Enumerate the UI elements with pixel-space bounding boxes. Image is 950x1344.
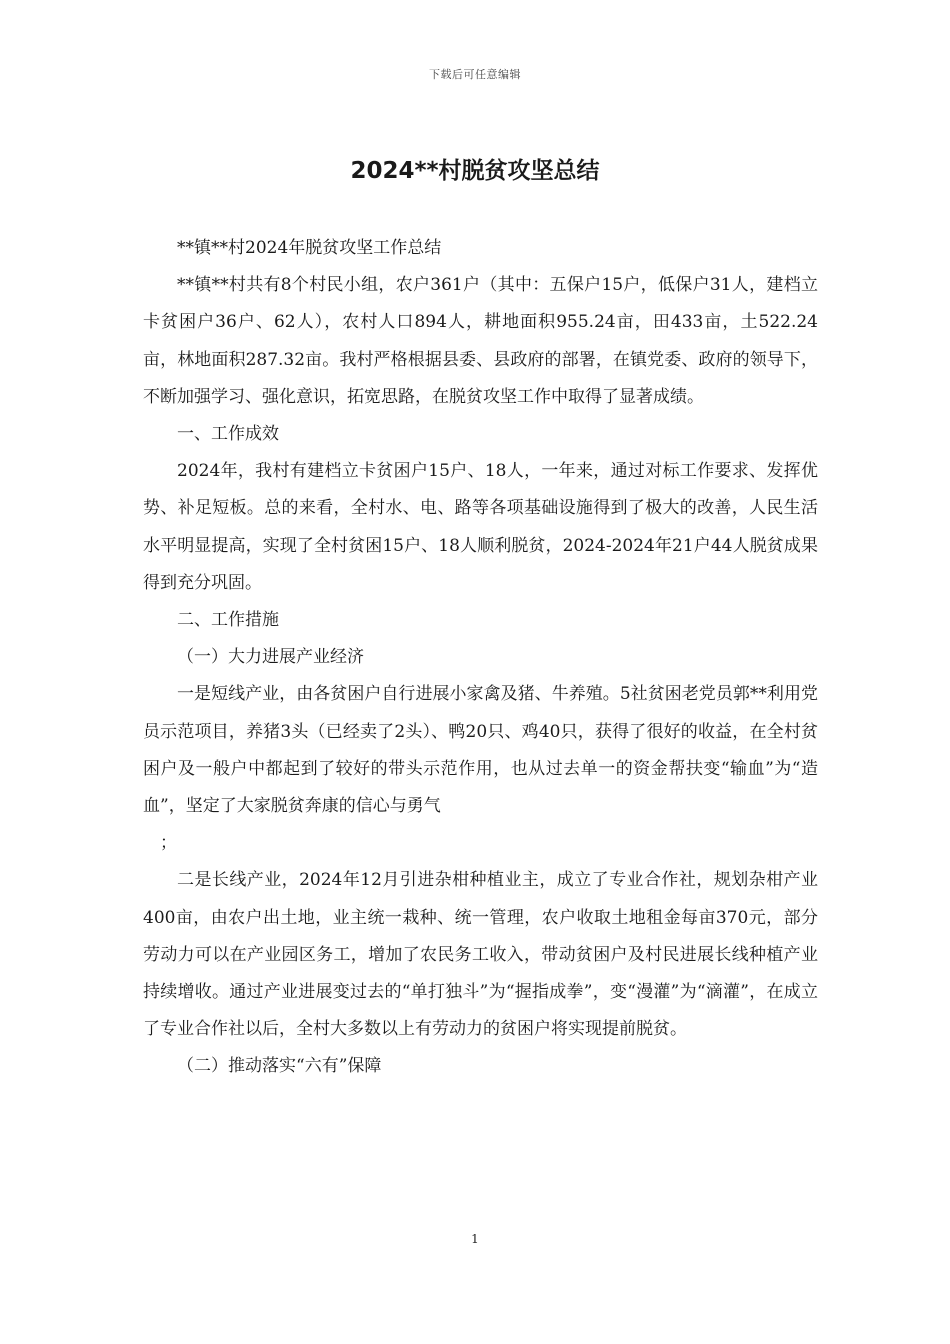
paragraph-semicolon: ； [160,833,177,854]
page-number: 1 [471,1232,479,1246]
document-title: 2024**村脱贫攻坚总结 [350,158,600,184]
paragraph-subtitle: **镇**村2024年脱贫攻坚工作总结 [177,238,442,258]
paragraph-results: 2024年，我村有建档立卡贫困户15户、18人，一年来，通过对标工作要求、发挥优势、补足短板。总的来看，全村水、电、路等各项基础设施得到了极大的改善，人民生活水平明显提高，实现了全村贫困15户、18人顺利脱贫，2024-2024年21户44人脱贫成果得到充分巩固。 [143,461,818,593]
paragraph-short-term-industry: 一是短线产业，由各贫困户自行进展小家禽及猪、牛养殖。5社贫困老党员郭**利用党员示范项目，养猪3头（已经卖了2头）、鸭20只、鸡40只，获得了很好的收益，在全村贫困户及一般户中都起到了较好的带头示范作用，也从过去单一的资金帮扶变“输血”为“造血”，坚定了大家脱贫奔康的信心与勇气 [143,684,818,817]
document-body [143,230,818,1086]
section-heading-results: 一、工作成效 [177,424,279,445]
paragraph-overview: **镇**村共有8个村民小组，农户361户（其中：五保户15户，低保户31人，建档立卡贫困户36户、62人），农村人口894人，耕地面积955.24亩，田433亩，土522.24亩，林地面积287.32亩。我村严格根据县委、县政府的部署，在镇党委、政府的领导下，不断加强学习、强化意识，拓宽思路，在脱贫攻坚工作中取得了显著成绩。 [143,275,818,407]
subsection-heading-guarantees: （二）推动落实“六有”保障 [177,1056,382,1077]
subsection-heading-industry: （一）大力进展产业经济 [177,647,364,668]
section-heading-measures: 二、工作措施 [177,610,279,631]
paragraph-long-term-industry: 二是长线产业，2024年12月引进杂柑种植业主，成立了专业合作社，规划杂柑产业400亩，由农户出土地，业主统一栽种、统一管理，农户收取土地租金每亩370元，部分劳动力可以在产业园区务工，增加了农民务工收入，带动贫困户及村民进展长线种植产业持续增收。通过产业进展变过去的“单打独斗”为“握指成拳”，变“漫灌”为“滴灌”，在成立了专业合作社以后，全村大多数以上有劳动力的贫困户将实现提前脱贫。 [143,870,818,1040]
page-header-note: 下载后可任意编辑 [429,68,521,81]
